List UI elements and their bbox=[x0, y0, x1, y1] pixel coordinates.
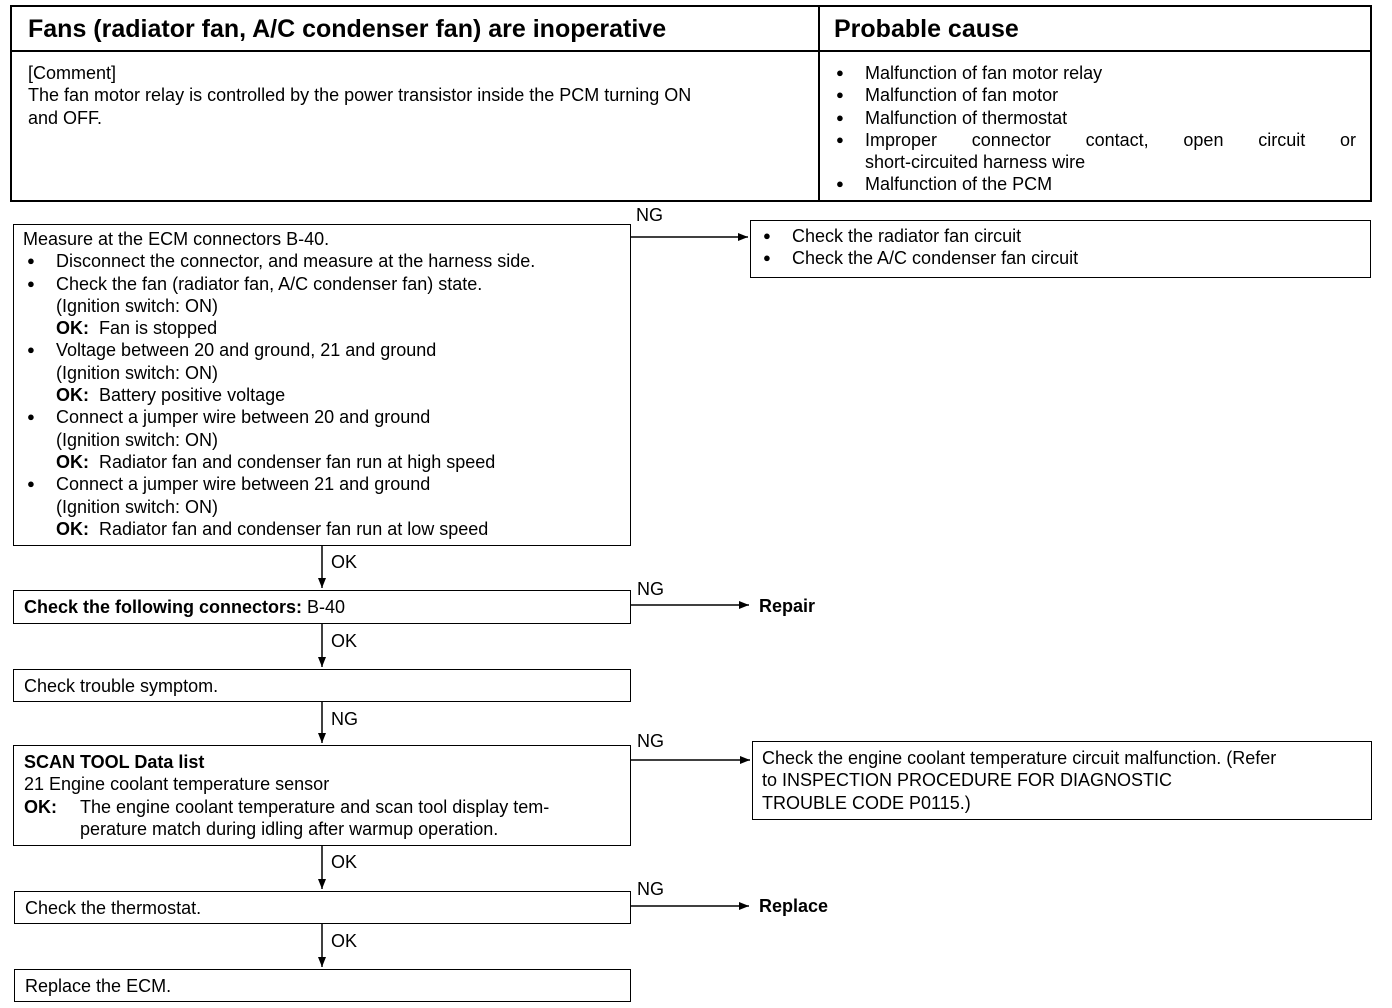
ok-label: OK bbox=[331, 552, 358, 572]
step4-title: SCAN TOOL Data list bbox=[24, 752, 205, 772]
step2-bold: Check the following connectors: bbox=[24, 597, 303, 617]
ok-label: OK: bbox=[56, 385, 89, 406]
cause-item: ● Malfunction of fan motor bbox=[832, 84, 1356, 106]
ng-label: NG bbox=[331, 709, 358, 729]
cause-item: ● Malfunction of thermostat bbox=[832, 107, 1356, 129]
ng-line: TROUBLE CODE P0115.) bbox=[762, 792, 971, 813]
step4-ok-text: The engine coolant temperature and scan tool display tem- bbox=[80, 796, 550, 817]
ok-value: Radiator fan and condenser fan run at low speed bbox=[99, 518, 489, 539]
cause-title: Probable cause bbox=[834, 15, 1019, 43]
cause-item-cont: short-circuited harness wire bbox=[865, 152, 1086, 173]
step1-title: Measure at the ECM connectors B-40. bbox=[23, 229, 330, 249]
ok-value: Radiator fan and condenser fan run at high speed bbox=[99, 451, 496, 472]
step1-condition: (Ignition switch: ON) bbox=[56, 362, 219, 383]
step1-item: ● Disconnect the connector, and measure at the harness side. bbox=[23, 250, 535, 272]
step1-condition: (Ignition switch: ON) bbox=[56, 429, 219, 450]
page-title: Fans (radiator fan, A/C condenser fan) are inoperative bbox=[28, 15, 667, 43]
step1-condition: (Ignition switch: ON) bbox=[56, 295, 219, 316]
ng-label: NG bbox=[637, 579, 664, 599]
step1-item: ● Voltage between 20 and ground, 21 and ground bbox=[23, 339, 535, 361]
step4-ok-cont: perature match during idling after warmup operation. bbox=[80, 818, 499, 839]
step4-line: 21 Engine coolant temperature sensor bbox=[24, 774, 330, 795]
comment-label: [Comment] bbox=[28, 63, 117, 83]
ok-value: Battery positive voltage bbox=[99, 385, 286, 406]
comment-line: The fan motor relay is controlled by the power transistor inside the PCM turning ON bbox=[28, 85, 692, 106]
ng-item: ● Check the A/C condenser fan circuit bbox=[759, 247, 1078, 269]
cause-item: ● Malfunction of fan motor relay bbox=[832, 62, 1356, 84]
ok-label: OK: bbox=[56, 451, 89, 472]
ok-label: OK bbox=[331, 931, 358, 951]
ng-label: NG bbox=[636, 205, 663, 225]
step1-condition: (Ignition switch: ON) bbox=[56, 496, 219, 517]
step3-text: Check trouble symptom. bbox=[24, 676, 219, 696]
ok-value: Fan is stopped bbox=[99, 318, 218, 339]
step1-item: ● Check the fan (radiator fan, A/C condenser fan) state. bbox=[23, 273, 535, 295]
replace-action: Replace bbox=[759, 896, 829, 916]
step6-text: Replace the ECM. bbox=[25, 976, 172, 996]
ok-label: OK bbox=[331, 852, 358, 872]
ng-label: NG bbox=[637, 731, 664, 751]
ng-line: to INSPECTION PROCEDURE FOR DIAGNOSTIC bbox=[762, 770, 1173, 791]
repair-action: Repair bbox=[759, 596, 816, 616]
ng-line: Check the engine coolant temperature circuit malfunction. (Refer bbox=[762, 748, 1277, 768]
ng-item: ● Check the radiator fan circuit bbox=[759, 225, 1078, 247]
ng-label: NG bbox=[637, 879, 664, 899]
comment-line: and OFF. bbox=[28, 107, 103, 128]
ok-label: OK: bbox=[24, 796, 57, 817]
ok-label: OK bbox=[331, 631, 358, 651]
step2-text: B-40 bbox=[302, 597, 346, 617]
step1-item: ● Connect a jumper wire between 21 and ground bbox=[23, 473, 535, 495]
step5-text: Check the thermostat. bbox=[25, 898, 202, 918]
ok-label: OK: bbox=[56, 318, 89, 339]
cause-item: ● Malfunction of the PCM bbox=[832, 173, 1356, 195]
ok-label: OK: bbox=[56, 518, 89, 539]
step1-item: ● Connect a jumper wire between 20 and ground bbox=[23, 406, 535, 428]
cause-item: ● Improper connector contact, open circuit or bbox=[832, 129, 1356, 151]
